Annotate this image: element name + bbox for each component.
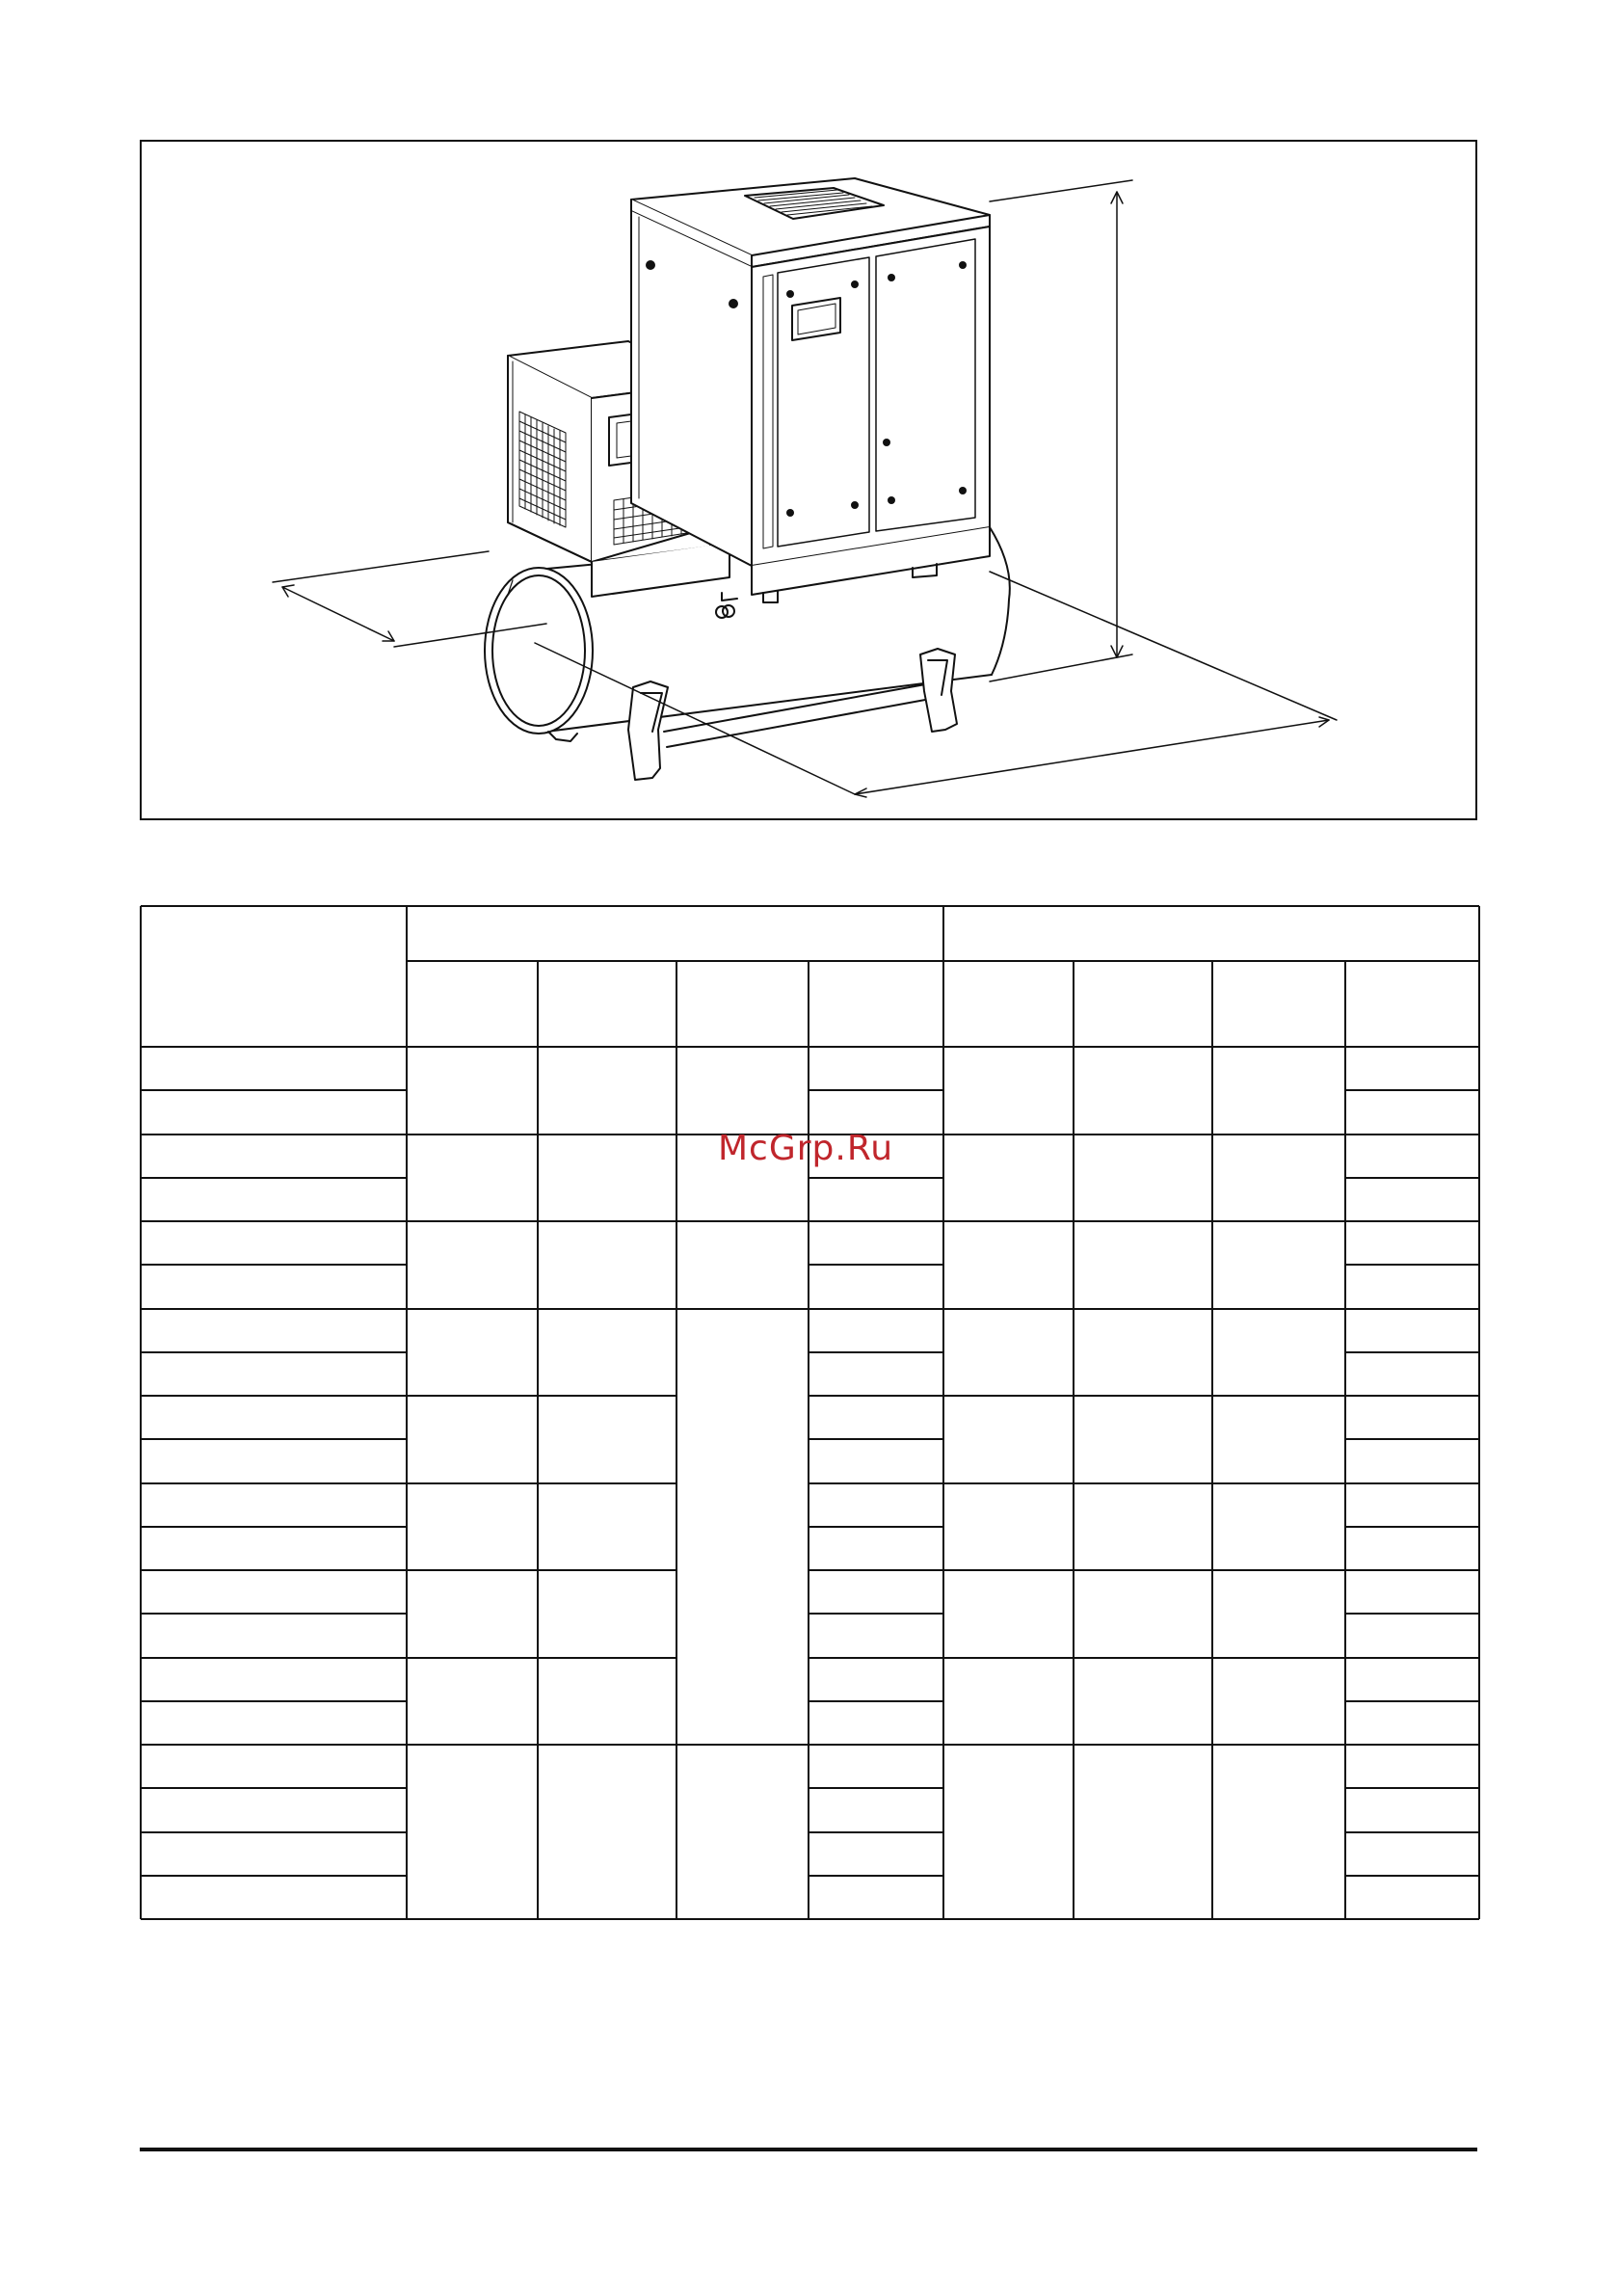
footer-rule [140,2148,1477,2151]
figure-frame [140,140,1477,820]
watermark-text: McGrp.Ru [718,1129,894,1168]
tank-legs [548,649,957,780]
compressor-drawing [142,142,1479,822]
spec-table [140,905,1481,1920]
spec-table-grid [140,905,1481,1920]
